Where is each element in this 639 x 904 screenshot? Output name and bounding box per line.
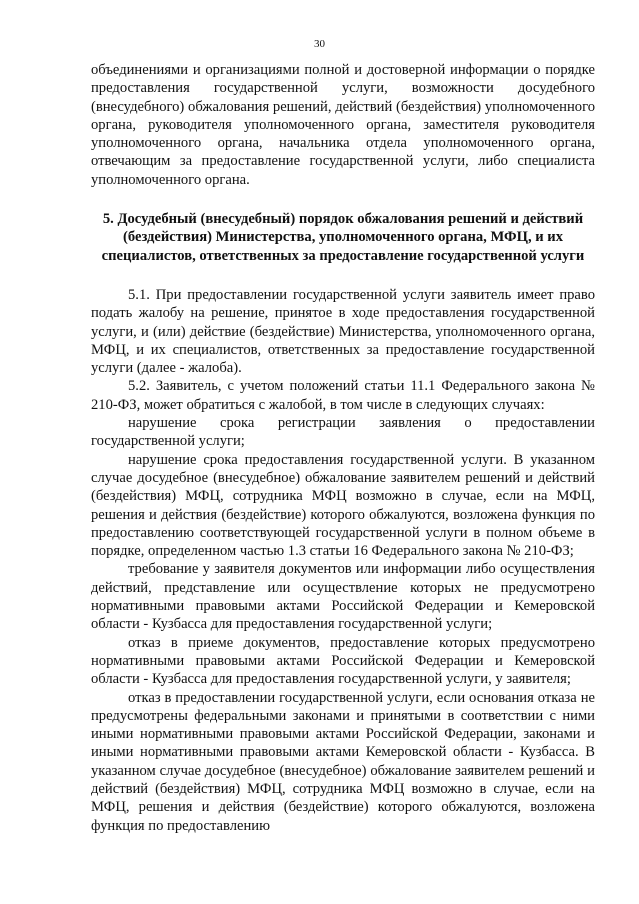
document-body [91,61,595,835]
paragraph-5-2: 5.2. Заявитель, с учетом положений статьи 11.1 Федерального закона № 210-ФЗ, может обратиться с жалобой, в том числе в следующих случаях: [91,378,595,413]
list-item-service-delay: нарушение срока предоставления государственной услуги. В указанном случае досудебное (внесудебное) обжалование заявителем решений и действий (бездействия) МФЦ, сотрудника МФЦ возможно в случае, если на МФЦ, решения и действия (бездействие) которого обжалуются, возложена функция по предоставлению соответствующей государственной услуги в полном объеме в порядке, определенном частью 1.3 статьи 16 Федерального закона № 210-ФЗ; [91,451,595,560]
paragraph-continuation: объединениями и организациями полной и достоверной информации о порядке предоставления государственной услуги, возможности досудебного (внесудебного) обжалования решений, действий (бездействия) уполномоченного органа, руководителя уполномоченного органа, заместителя руководителя уполномоченного органа, начальника отдела уполномоченного органа, отвечающим за предоставление государственной услуги, либо специалиста уполномоченного органа. [91,62,595,188]
paragraph-5-1: 5.1. При предоставлении государственной услуги заявитель имеет право подать жалобу на решение, принятое в ходе предоставления государственной услуги, и (или) действие (бездействие) Министерства, уполномоченного органа, МФЦ, и их специалистов, ответственных за предоставление государственной услуги (далее - жалоба). [91,286,595,377]
section-heading-block [91,210,595,265]
list-item-document-refusal: отказ в приеме документов, предоставление которых предусмотрено нормативными правовыми актами Российской Федерации и Кемеровской области - Кузбасса для предоставления государственной услуги, у заявителя; [91,634,595,688]
list-item-registration-delay: нарушение срока регистрации заявления о предоставлении государственной услуги; [91,415,595,450]
list-item-extra-documents: требование у заявителя документов или информации либо осуществления действий, представление или осуществление которых не предусмотрено нормативными правовыми актами Российской Федерации и Кемеровской области - Кузбасса для предоставления государственной услуги; [91,561,595,633]
list-item-service-refusal: отказ в предоставлении государственной услуги, если основания отказа не предусмотрены федеральными законами и принятыми в соответствии с ними иными нормативными правовыми актами Российской Федерации, законами и иными нормативными правовыми актами Кемеровской области - Кузбасса. В указанном случае досудебное (внесудебное) обжалование заявителем решений и действий (бездействия) МФЦ, сотрудника МФЦ возможно в случае, если на МФЦ, решения и действия (бездействие) которого обжалуются, возложена функция по предоставлению [91,689,595,834]
page-number: 30 [314,38,325,50]
section-heading: 5. Досудебный (внесудебный) порядок обжалования решений и действий (бездействия) Министерства, уполномоченного органа, МФЦ, и их специалистов, ответственных за предоставление государственной услуги [101,211,585,264]
